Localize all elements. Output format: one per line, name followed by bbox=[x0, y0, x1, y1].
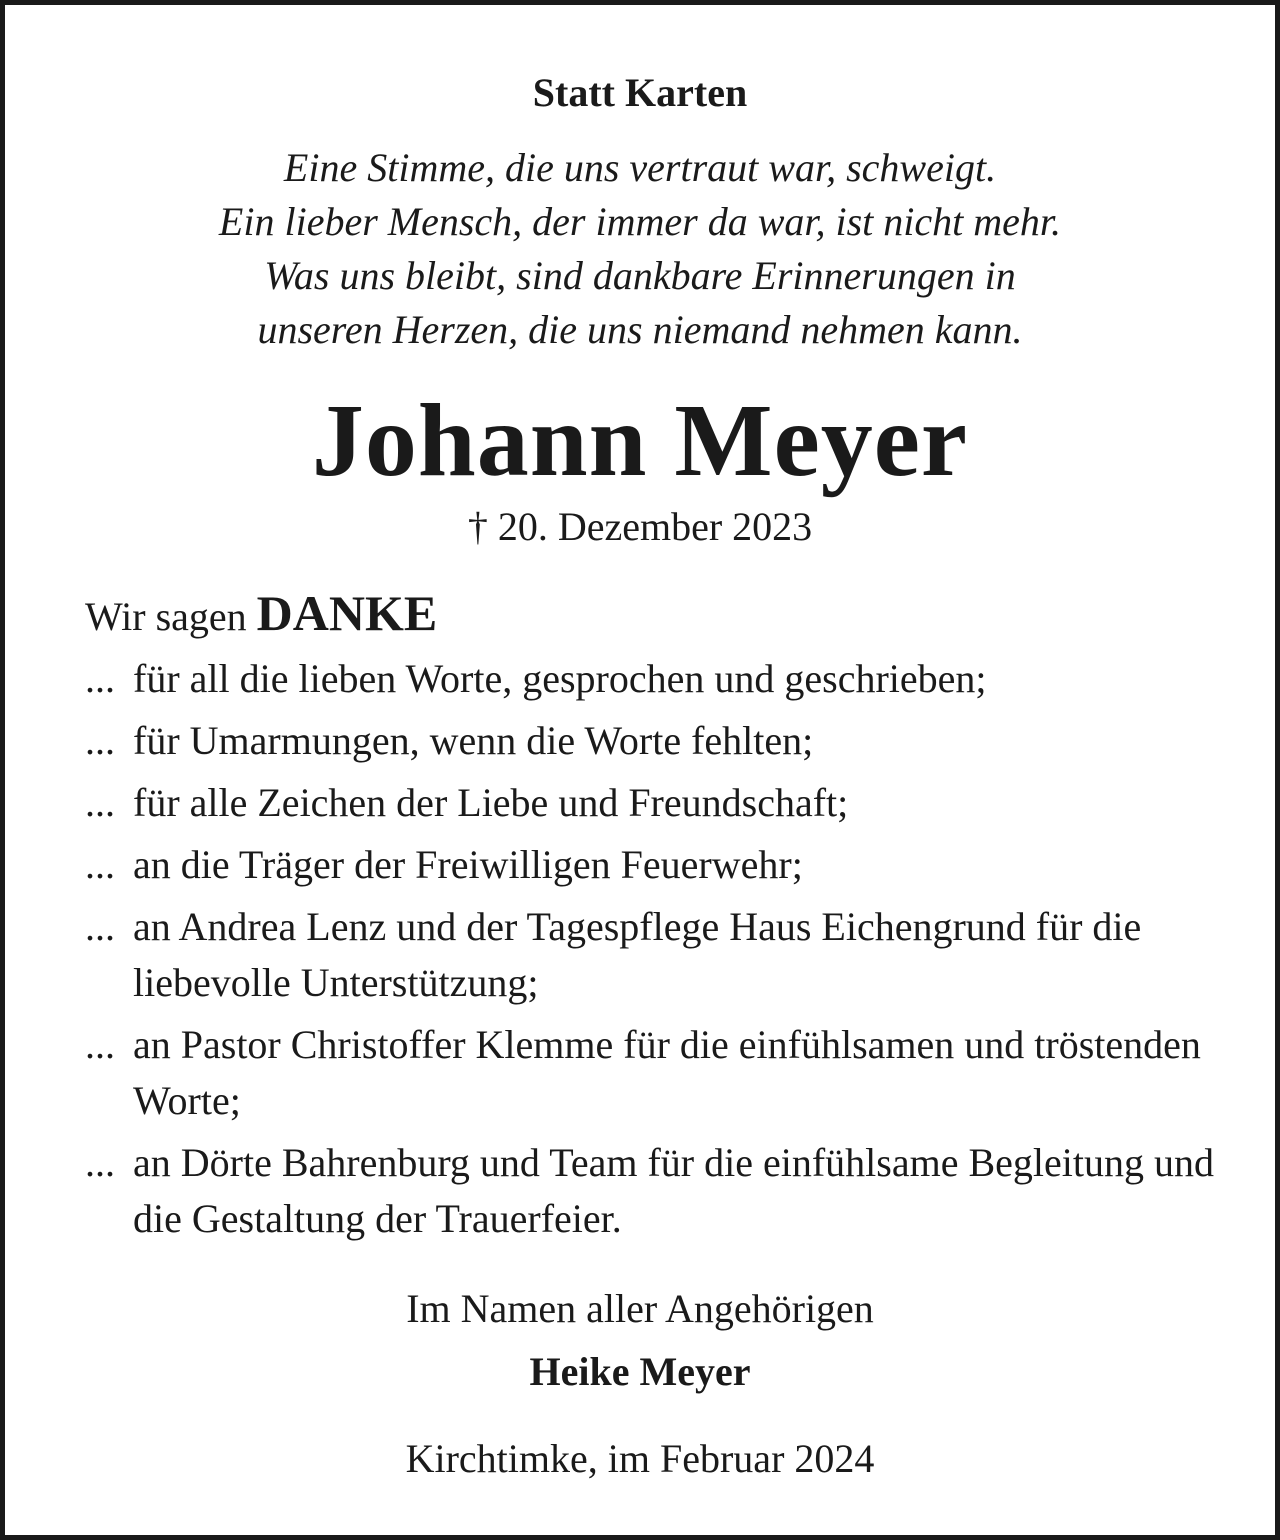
list-item bbox=[85, 899, 1235, 1011]
list-item bbox=[85, 1017, 1235, 1129]
list-item bbox=[85, 713, 1235, 769]
deceased-name: Johann Meyer bbox=[311, 383, 969, 498]
poem-line: Ein lieber Mensch, der immer da war, ist nicht mehr. bbox=[218, 199, 1062, 244]
item-prefix: ... bbox=[85, 656, 115, 701]
item-prefix: ... bbox=[85, 1022, 115, 1067]
death-date: † 20. Dezember 2023 bbox=[467, 504, 813, 549]
item-text: für Umarmungen, wenn die Worte fehlten; bbox=[133, 718, 814, 763]
memorial-poem bbox=[5, 141, 1275, 357]
item-text: an die Träger der Freiwilligen Feuerwehr; bbox=[133, 842, 803, 887]
poem-line: unseren Herzen, die uns niemand nehmen kann. bbox=[257, 307, 1023, 352]
thanks-heading bbox=[85, 585, 1235, 645]
item-text: für all die lieben Worte, gesprochen und geschrieben; bbox=[133, 656, 987, 701]
item-text: an Andrea Lenz und der Tagespflege Haus Eichengrund für die liebevolle Unterstützung; bbox=[133, 904, 1142, 1005]
list-item bbox=[85, 775, 1235, 831]
closing-line: Im Namen aller Angehörigen bbox=[406, 1286, 874, 1331]
item-text: an Dörte Bahrenburg und Team für die einfühlsame Begleitung und die Gestaltung der Trauerfeier. bbox=[133, 1140, 1214, 1241]
list-item bbox=[85, 837, 1235, 893]
thanks-emphasis: DANKE bbox=[256, 585, 438, 641]
item-prefix: ... bbox=[85, 904, 115, 949]
item-text: für alle Zeichen der Liebe und Freundschaft; bbox=[133, 780, 849, 825]
notice-header: Statt Karten bbox=[532, 70, 748, 115]
item-text: an Pastor Christoffer Klemme für die einfühlsamen und tröstenden Worte; bbox=[133, 1022, 1201, 1123]
thanks-intro: Wir sagen bbox=[85, 594, 247, 639]
list-item bbox=[85, 1135, 1235, 1247]
poem-line: Was uns bleibt, sind dankbare Erinnerungen in bbox=[264, 253, 1016, 298]
signer-name: Heike Meyer bbox=[529, 1349, 751, 1394]
place-and-date: Kirchtimke, im Februar 2024 bbox=[405, 1436, 875, 1481]
poem-line: Eine Stimme, die uns vertraut war, schweigt. bbox=[283, 145, 997, 190]
item-prefix: ... bbox=[85, 1140, 115, 1185]
item-prefix: ... bbox=[85, 842, 115, 887]
item-prefix: ... bbox=[85, 718, 115, 763]
list-item bbox=[85, 651, 1235, 707]
thanks-section bbox=[85, 585, 1235, 1247]
item-prefix: ... bbox=[85, 780, 115, 825]
